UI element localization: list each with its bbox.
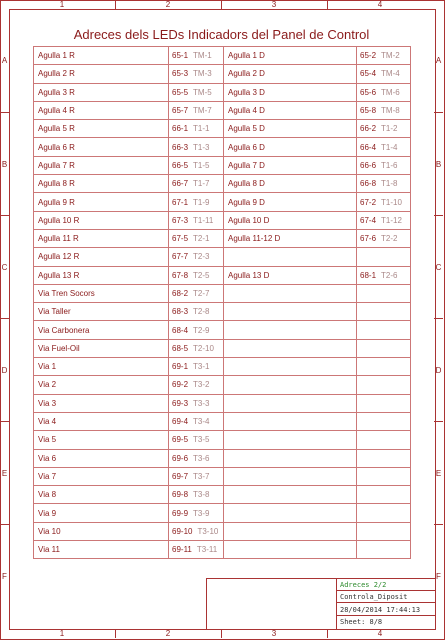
signal-name-right (224, 467, 357, 485)
address-cell-left (169, 211, 224, 229)
signal-name-right (224, 284, 357, 302)
signal-name-left: Via 3 (34, 394, 169, 412)
led-address: 66-7 (172, 179, 189, 189)
led-address: 65-7 (172, 106, 189, 116)
zone-row-right-A: A (435, 56, 442, 65)
signal-name-left: Agulla 2 R (34, 65, 169, 83)
row-tick (434, 318, 443, 319)
table-row (34, 358, 411, 376)
signal-name-right (224, 248, 357, 266)
zone-row-right-C: C (435, 263, 442, 272)
address-cell-right (357, 83, 411, 101)
signal-name-right: Agulla 13 D (224, 266, 357, 284)
table-row (34, 376, 411, 394)
address-cell-right (357, 376, 411, 394)
led-terminal: T1-2 (381, 124, 398, 134)
table-row (34, 303, 411, 321)
address-cell-left (169, 541, 224, 559)
address-cell-right (357, 101, 411, 119)
address-cell-right (357, 303, 411, 321)
table-row (34, 193, 411, 211)
led-address: 67-1 (172, 197, 189, 207)
address-cell-right (357, 47, 411, 65)
row-tick (434, 524, 443, 525)
address-cell-left (169, 303, 224, 321)
zone-col-bottom-1: 1 (59, 629, 65, 638)
table-row (34, 248, 411, 266)
led-address: 69-2 (172, 380, 189, 390)
signal-name-left: Via 5 (34, 431, 169, 449)
table-row (34, 339, 411, 357)
led-terminal: T1-4 (381, 142, 398, 152)
signal-name-left: Agulla 10 R (34, 211, 169, 229)
signal-name-right (224, 321, 357, 339)
led-address: 67-2 (360, 197, 377, 207)
led-terminal: T3-4 (193, 417, 210, 427)
led-address: 66-2 (360, 124, 377, 134)
signal-name-left: Via Tren Socors (34, 284, 169, 302)
signal-name-left: Agulla 4 R (34, 101, 169, 119)
signal-name-right: Agulla 3 D (224, 83, 357, 101)
zone-col-bottom-4: 4 (377, 629, 383, 638)
led-address: 69-5 (172, 435, 189, 445)
address-cell-left (169, 229, 224, 247)
zone-row-left-C: C (1, 263, 8, 272)
signal-name-left: Agulla 9 R (34, 193, 169, 211)
signal-name-left: Agulla 13 R (34, 266, 169, 284)
address-cell-right (357, 156, 411, 174)
led-address: 69-4 (172, 417, 189, 427)
table-row (34, 120, 411, 138)
zone-col-bottom-2: 2 (165, 629, 171, 638)
led-address: 65-1 (172, 51, 189, 61)
col-tick (221, 0, 222, 9)
sheet-number: Sheet: 8/8 (340, 618, 383, 626)
signal-name-right: Agulla 7 D (224, 156, 357, 174)
zone-row-right-E: E (435, 469, 442, 478)
table-row (34, 522, 411, 540)
table-row (34, 431, 411, 449)
led-terminal: T1-11 (193, 215, 214, 225)
led-terminal: T1-12 (381, 215, 402, 225)
led-terminal: T3-8 (193, 490, 210, 500)
signal-name-right (224, 449, 357, 467)
signal-name-right: Agulla 8 D (224, 175, 357, 193)
signal-name-left: Via 4 (34, 412, 169, 430)
address-cell-left (169, 193, 224, 211)
table-row (34, 47, 411, 65)
address-cell-right (357, 211, 411, 229)
address-cell-left (169, 156, 224, 174)
table-row (34, 266, 411, 284)
table-row (34, 467, 411, 485)
led-terminal: TM-1 (193, 51, 212, 61)
led-address: 68-4 (172, 325, 189, 335)
led-address: 67-7 (172, 252, 189, 262)
led-address: 66-6 (360, 160, 377, 170)
address-cell-right (357, 486, 411, 504)
date-time: 28/04/2014 17:44:13 (337, 604, 435, 616)
led-terminal: TM-8 (381, 106, 400, 116)
zone-col-top-4: 4 (377, 0, 383, 9)
signal-name-right (224, 504, 357, 522)
led-terminal: T3-6 (193, 453, 210, 463)
address-cell-left (169, 175, 224, 193)
address-cell-left (169, 467, 224, 485)
signal-name-right: Agulla 1 D (224, 47, 357, 65)
address-cell-left (169, 504, 224, 522)
signal-name-right: Agulla 4 D (224, 101, 357, 119)
row-tick (0, 421, 9, 422)
signal-name-left: Via Fuel-Oil (34, 339, 169, 357)
table-row (34, 83, 411, 101)
table-row (34, 284, 411, 302)
table-row (34, 486, 411, 504)
led-address: 66-4 (360, 142, 377, 152)
zone-col-top-1: 1 (59, 0, 65, 9)
table-row (34, 138, 411, 156)
zone-row-left-A: A (1, 56, 8, 65)
address-cell-right (357, 522, 411, 540)
address-cell-right (357, 412, 411, 430)
address-cell-left (169, 394, 224, 412)
led-address: 66-3 (172, 142, 189, 152)
signal-name-right: Agulla 2 D (224, 65, 357, 83)
signal-name-left: Via 9 (34, 504, 169, 522)
signal-name-left: Agulla 12 R (34, 248, 169, 266)
led-terminal: T3-9 (193, 508, 210, 518)
led-address: 65-4 (360, 69, 377, 79)
address-cell-left (169, 248, 224, 266)
address-cell-right (357, 284, 411, 302)
led-address: 69-3 (172, 398, 189, 408)
signal-name-left: Via 2 (34, 376, 169, 394)
address-cell-left (169, 101, 224, 119)
led-terminal: TM-3 (193, 69, 212, 79)
address-cell-left (169, 339, 224, 357)
signal-name-left: Via Carbonera (34, 321, 169, 339)
project-name: Controla_Diposit (337, 591, 435, 603)
signal-name-left: Agulla 7 R (34, 156, 169, 174)
led-terminal: T3-7 (193, 471, 210, 481)
signal-name-left: Agulla 6 R (34, 138, 169, 156)
address-cell-left (169, 412, 224, 430)
address-cell-left (169, 47, 224, 65)
table-row (34, 541, 411, 559)
table-row (34, 412, 411, 430)
signal-name-right: Agulla 10 D (224, 211, 357, 229)
zone-row-right-F: F (436, 572, 441, 581)
row-tick (0, 524, 9, 525)
led-address: 68-2 (172, 289, 189, 298)
address-cell-left (169, 358, 224, 376)
address-cell-right (357, 431, 411, 449)
led-terminal: T1-10 (381, 197, 402, 207)
row-tick (434, 215, 443, 216)
signal-name-right (224, 486, 357, 504)
led-terminal: T1-7 (193, 179, 210, 189)
led-terminal: TM-2 (381, 51, 400, 61)
signal-name-left: Agulla 11 R (34, 229, 169, 247)
zone-row-left-F: F (2, 572, 7, 581)
led-terminal: T1-5 (193, 160, 210, 170)
table-row (34, 65, 411, 83)
table-row (34, 504, 411, 522)
address-cell-right (357, 358, 411, 376)
table-row (34, 394, 411, 412)
address-cell-right (357, 339, 411, 357)
led-terminal: T3-5 (193, 435, 210, 445)
led-terminal: T3-3 (193, 398, 210, 408)
zone-row-left-B: B (1, 160, 8, 169)
led-terminal: T1-3 (193, 142, 210, 152)
led-terminal: T2-10 (193, 343, 214, 353)
led-address: 68-3 (172, 307, 189, 317)
address-cell-left (169, 65, 224, 83)
led-address: 68-1 (360, 270, 377, 280)
led-address: 66-5 (172, 160, 189, 170)
led-address: 69-6 (172, 453, 189, 463)
led-terminal: T1-8 (381, 179, 398, 189)
led-address: 67-4 (360, 215, 377, 225)
signal-name-left: Via 1 (34, 358, 169, 376)
signal-name-right (224, 431, 357, 449)
led-address-table (33, 46, 411, 559)
signal-name-left: Via 11 (34, 541, 169, 559)
title-block (206, 578, 435, 629)
led-terminal: T2-7 (193, 289, 210, 298)
zone-col-top-3: 3 (271, 0, 277, 9)
address-cell-left (169, 431, 224, 449)
address-cell-right (357, 449, 411, 467)
signal-name-right: Agulla 6 D (224, 138, 357, 156)
signal-name-left: Via 10 (34, 522, 169, 540)
address-cell-right (357, 138, 411, 156)
col-tick (327, 629, 328, 638)
zone-row-right-D: D (435, 366, 442, 375)
zone-row-right-B: B (435, 160, 442, 169)
led-address: 69-10 (172, 526, 193, 536)
led-terminal: T2-9 (193, 325, 210, 335)
table-row (34, 101, 411, 119)
signal-name-right (224, 339, 357, 357)
zone-row-left-E: E (1, 469, 8, 478)
col-tick (115, 629, 116, 638)
led-address: 67-6 (360, 234, 377, 244)
led-address: 67-3 (172, 215, 189, 225)
signal-name-right (224, 394, 357, 412)
signal-name-right (224, 376, 357, 394)
signal-name-right (224, 412, 357, 430)
address-cell-left (169, 321, 224, 339)
led-address: 69-1 (172, 362, 189, 372)
signal-name-left: Agulla 1 R (34, 47, 169, 65)
led-address: 65-3 (172, 69, 189, 79)
table-row (34, 175, 411, 193)
row-tick (434, 112, 443, 113)
table-row (34, 449, 411, 467)
led-terminal: T2-8 (193, 307, 210, 317)
led-terminal: TM-7 (193, 106, 212, 116)
address-cell-right (357, 229, 411, 247)
led-address: 65-5 (172, 87, 189, 97)
col-tick (327, 0, 328, 9)
signal-name-left: Via 6 (34, 449, 169, 467)
address-cell-left (169, 486, 224, 504)
led-terminal: T1-1 (193, 124, 210, 134)
signal-name-left: Via Taller (34, 303, 169, 321)
led-address: 67-5 (172, 234, 189, 244)
led-address: 68-5 (172, 343, 189, 353)
page-title: Adreces dels LEDs Indicadors del Panel de Control (73, 27, 370, 42)
led-address: 65-2 (360, 51, 377, 61)
address-cell-right (357, 394, 411, 412)
address-cell-left (169, 449, 224, 467)
signal-name-right (224, 541, 357, 559)
led-terminal: T3-1 (193, 362, 210, 372)
address-cell-right (357, 175, 411, 193)
address-cell-right (357, 467, 411, 485)
led-address: 69-11 (172, 545, 192, 555)
signal-name-left: Agulla 8 R (34, 175, 169, 193)
signal-name-right (224, 522, 357, 540)
address-cell-right (357, 266, 411, 284)
address-cell-right (357, 120, 411, 138)
address-cell-right (357, 248, 411, 266)
signal-name-left: Via 7 (34, 467, 169, 485)
signal-name-right: Agulla 5 D (224, 120, 357, 138)
address-cell-left (169, 284, 224, 302)
table-row (34, 229, 411, 247)
zone-row-left-D: D (1, 366, 8, 375)
address-cell-left (169, 522, 224, 540)
led-terminal: TM-4 (381, 69, 400, 79)
table-row (34, 211, 411, 229)
led-terminal: T1-9 (193, 197, 210, 207)
signal-name-left: Via 8 (34, 486, 169, 504)
led-address: 66-1 (172, 124, 189, 134)
row-tick (434, 421, 443, 422)
address-cell-left (169, 266, 224, 284)
led-address: 66-8 (360, 179, 377, 189)
led-address: 67-8 (172, 270, 189, 280)
zone-col-top-2: 2 (165, 0, 171, 9)
address-cell-right (357, 504, 411, 522)
led-terminal: T3-10 (197, 526, 219, 536)
led-terminal: T3-11 (196, 545, 218, 555)
led-terminal: TM-6 (381, 87, 400, 97)
signal-name-left: Agulla 5 R (34, 120, 169, 138)
address-cell-left (169, 83, 224, 101)
address-cell-right (357, 193, 411, 211)
led-terminal: T1-6 (381, 160, 398, 170)
row-tick (0, 215, 9, 216)
led-terminal: TM-5 (193, 87, 212, 97)
address-cell-left (169, 120, 224, 138)
address-cell-right (357, 65, 411, 83)
led-address: 65-8 (360, 106, 377, 116)
led-address: 69-8 (172, 490, 189, 500)
led-terminal: T2-1 (193, 234, 210, 244)
signal-name-left: Agulla 3 R (34, 83, 169, 101)
zone-col-bottom-3: 3 (271, 629, 277, 638)
led-address: 69-7 (172, 471, 189, 481)
signal-name-right (224, 303, 357, 321)
address-cell-left (169, 376, 224, 394)
led-address: 65-6 (360, 87, 377, 97)
signal-name-right: Agulla 11-12 D (224, 229, 357, 247)
row-tick (0, 318, 9, 319)
led-terminal: T2-2 (381, 234, 398, 244)
col-tick (221, 629, 222, 638)
address-cell-right (357, 321, 411, 339)
col-tick (115, 0, 116, 9)
address-cell-left (169, 138, 224, 156)
row-tick (0, 112, 9, 113)
led-terminal: T2-5 (193, 270, 210, 280)
table-row (34, 156, 411, 174)
led-terminal: T2-3 (193, 252, 210, 262)
signal-name-right: Agulla 9 D (224, 193, 357, 211)
address-cell-right (357, 541, 411, 559)
led-terminal: T2-6 (381, 270, 398, 280)
led-address: 69-9 (172, 508, 189, 518)
signal-name-right (224, 358, 357, 376)
sheet-name: Adreces 2/2 (337, 579, 435, 591)
table-row (34, 321, 411, 339)
led-terminal: T3-2 (193, 380, 210, 390)
